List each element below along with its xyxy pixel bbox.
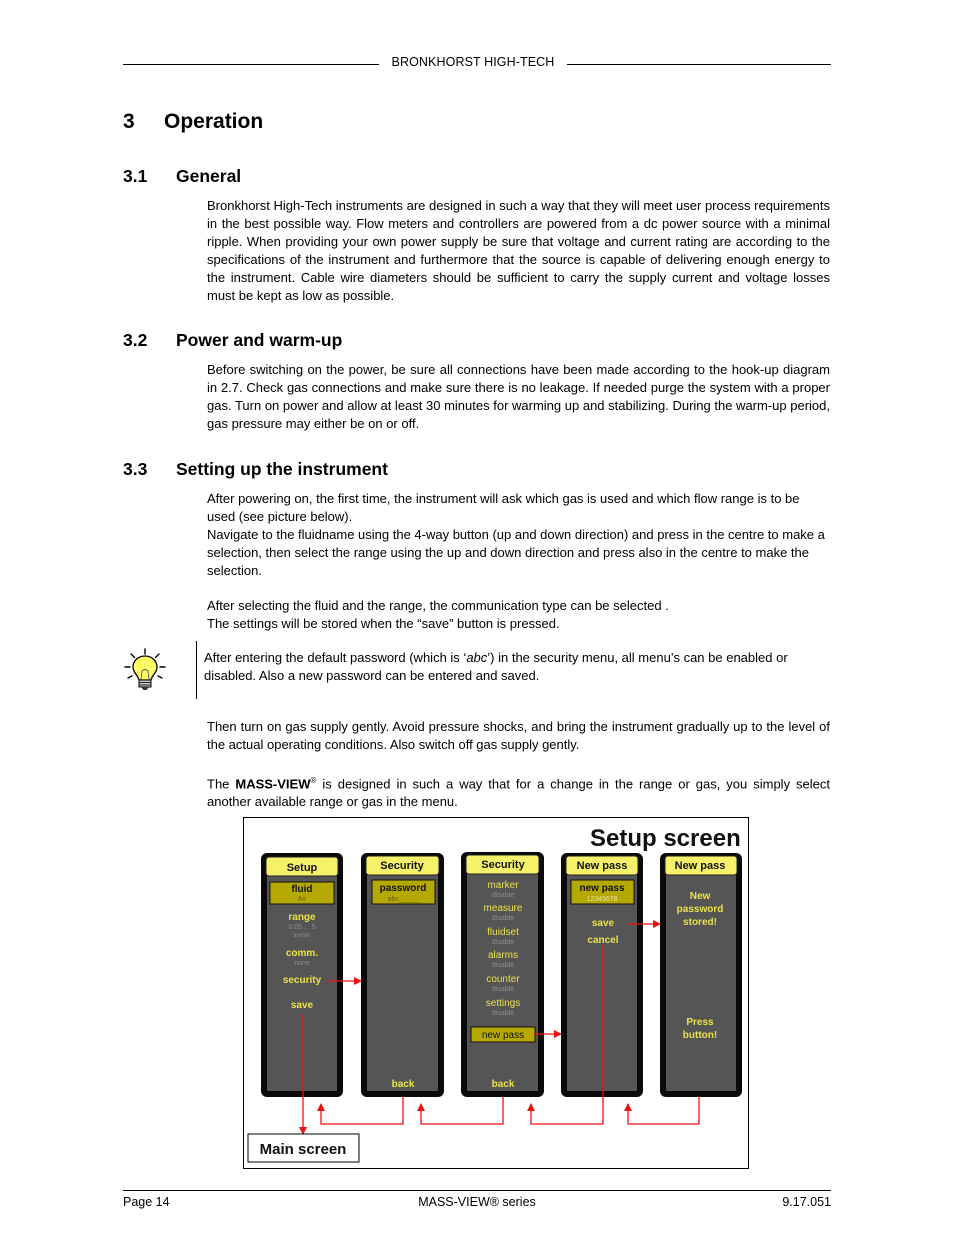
fluidset-value: disable <box>491 939 515 946</box>
new-pass-stored-header: New pass <box>674 860 726 872</box>
setup-screen-header: Setup <box>286 862 318 874</box>
tip-text <box>204 649 832 685</box>
chapter-heading <box>123 110 263 134</box>
section-title: Power and warm-up <box>176 330 343 350</box>
alarms-value: disable <box>491 962 515 969</box>
save-menu-item: save <box>591 918 615 929</box>
security-menu-item: security <box>282 975 322 986</box>
setup-paragraph-1: After powering on, the first time, the instrument will ask which gas is used and which flow range is to be used (see picture below). <box>207 491 800 524</box>
press-message-line-1: Press <box>686 1017 714 1028</box>
new-pass-entry-screen <box>561 853 643 1097</box>
header-rule-right <box>567 64 831 65</box>
brand-name: MASS-VIEW <box>235 776 311 792</box>
footer-series: MASS-VIEW® series <box>418 1195 536 1209</box>
section-heading-power <box>123 330 342 351</box>
header-rule-left <box>123 64 379 65</box>
setup-paragraph-4: The settings will be stored when the “save” button is pressed. <box>207 616 560 631</box>
gas-supply-paragraph: Then turn on gas supply gently. Avoid pressure shocks, and bring the instrument gradually up to the level of the actual operating conditions. Also switch off gas supply gently. <box>207 719 830 752</box>
tip-text-pre: After entering the default password (which is ‘ <box>204 650 467 665</box>
password-field-label: password <box>379 883 427 894</box>
fluid-menu-item: fluid <box>291 884 313 895</box>
press-message-line-2: button! <box>682 1030 718 1041</box>
alarms-menu-item: alarms <box>487 950 519 961</box>
security-password-screen <box>361 853 444 1097</box>
setup-paragraph-group <box>207 490 830 580</box>
section-title: Setting up the instrument <box>176 459 388 479</box>
back-menu-item: back <box>491 1079 515 1090</box>
tip-text-post: ’) in the security menu, all menu’s can be enabled or disabled. Also a new password can be entered and saved. <box>204 650 788 683</box>
cancel-menu-item: cancel <box>587 935 619 946</box>
registered-mark: ® <box>310 776 317 785</box>
measure-menu-item: measure <box>483 903 523 914</box>
massview-text-pre: The <box>207 776 236 792</box>
lightbulb-icon <box>122 647 168 693</box>
setup-paragraph-2: Navigate to the fluidname using the 4-way button (up and down direction) and press in the centre to make a selection, then select the range using the up and down direction and press also in the centre to make the selection. <box>207 527 825 578</box>
setup-screen-figure <box>243 817 749 1169</box>
fluid-value: Air <box>297 896 307 903</box>
new-pass-screen-header: New pass <box>576 860 628 872</box>
comm-menu-item: comm. <box>285 948 319 959</box>
save-menu-item: save <box>290 1000 314 1011</box>
comm-value: none <box>294 960 310 967</box>
new-pass-field-value: 12345678 <box>586 896 618 903</box>
section-number: 3.2 <box>123 330 148 350</box>
new-pass-menu-item: new pass <box>481 1030 525 1041</box>
setup-paragraph-group-2 <box>207 597 830 633</box>
section-heading-setup <box>123 459 388 480</box>
range-menu-item: range <box>288 912 316 923</box>
security-screen-header: Security <box>380 860 424 872</box>
tip-box <box>120 641 832 699</box>
page-header <box>123 54 831 74</box>
section-number: 3.1 <box>123 166 148 186</box>
massview-text-post: is designed in such a way that for a change in the range or gas, you simply select another available range or gas in the menu. <box>207 776 831 810</box>
measure-value: disable <box>491 915 515 922</box>
stored-message-line-1: New <box>689 891 711 902</box>
header-title: BRONKHORST HIGH-TECH <box>391 55 555 69</box>
page-footer <box>123 1190 831 1215</box>
settings-menu-item: settings <box>485 998 521 1009</box>
main-screen-label: Main screen <box>259 1141 347 1158</box>
marker-menu-item: marker <box>487 880 519 891</box>
setup-menu-screen <box>261 853 343 1097</box>
massview-paragraph <box>207 772 830 811</box>
power-paragraph: Before switching on the power, be sure all connections have been made according to the hook-up diagram in 2.7. Check gas connections and make sure there is no leakage. If needed purge the system with a proper gas. Turn on power and allow at least 30 minutes for warming up and stabilizing. During the warm-up period, gas pressure may either be on or off. <box>207 362 830 431</box>
stored-message-line-3: stored! <box>683 917 717 928</box>
figure-title: Setup screen <box>590 825 741 852</box>
security-items-header: Security <box>481 859 525 871</box>
section-heading-general <box>123 166 241 187</box>
password-field-value: abc_____ <box>387 896 419 903</box>
chapter-number: 3 <box>123 110 135 133</box>
marker-value: disable <box>491 892 515 899</box>
security-items-screen <box>461 852 544 1097</box>
range-unit: ln/min <box>293 932 311 939</box>
stored-message-line-2: password <box>676 904 724 915</box>
section-number: 3.3 <box>123 459 148 479</box>
page-number: Page 14 <box>123 1195 170 1209</box>
default-password-code: abc <box>466 650 488 665</box>
setup-screen-diagram <box>244 818 748 1168</box>
new-pass-field-label: new pass <box>579 883 625 894</box>
document-number: 9.17.051 <box>782 1195 831 1209</box>
settings-value: disable <box>491 1010 515 1017</box>
tip-rule <box>196 641 197 699</box>
section-title: General <box>176 166 242 186</box>
back-menu-item: back <box>391 1079 415 1090</box>
setup-paragraph-3: After selecting the fluid and the range, the communication type can be selected . <box>207 598 669 613</box>
password-stored-screen <box>660 853 742 1097</box>
fluidset-menu-item: fluidset <box>487 927 519 938</box>
general-paragraph: Bronkhorst High-Tech instruments are designed in such a way that they will meet user process requirements in the best possible way. Flow meters and controllers are powered from a dc power source with a minimal ripple. When providing your own power supply be sure that voltage and current rating are according to the specifications of the instrument and furthermore that the source is capable of delivering enough energy to the instrument. Cable wire diameters should be sufficient to carry the supply current and voltage losses must be kept as low as possible. <box>207 198 830 303</box>
chapter-title: Operation <box>164 110 264 133</box>
range-value: 0.05 ... 5 <box>288 924 316 931</box>
counter-menu-item: counter <box>486 974 520 985</box>
counter-value: disable <box>491 986 515 993</box>
